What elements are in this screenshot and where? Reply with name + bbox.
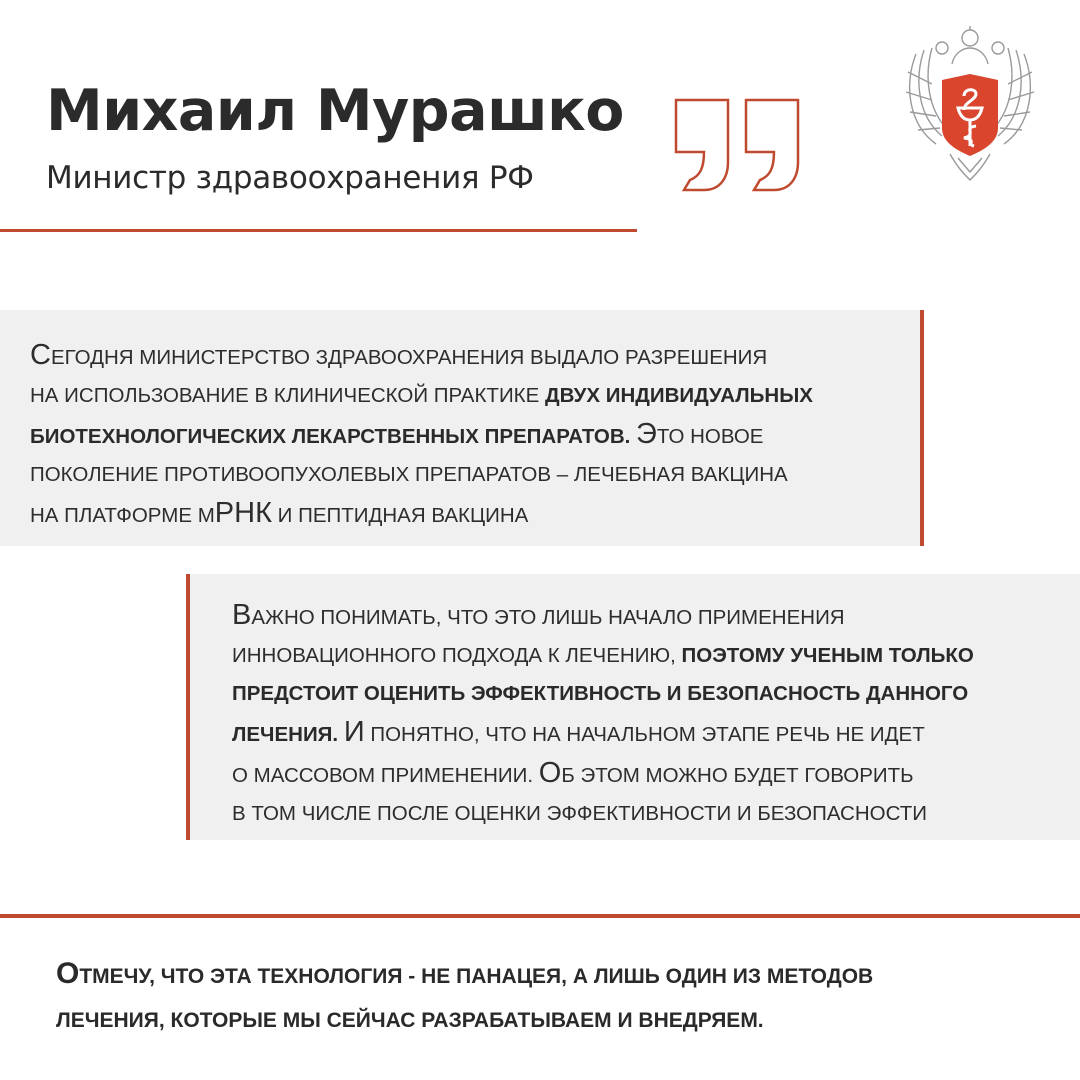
accent-bar [920,310,924,546]
closing-quote-icon [672,96,807,194]
text-line: В ТОМ ЧИСЛЕ ПОСЛЕ ОЦЕНКИ ЭФФЕКТИВНОСТИ И БЕЗОПАСНОСТИ [232,802,927,825]
footer-statement [56,952,873,1043]
quote-block-1 [0,310,920,546]
text-line: ВАЖНО ПОНИМАТЬ, ЧТО ЭТО ЛИШЬ НАЧАЛО ПРИМЕНЕНИЯ [232,599,845,631]
text-line: ЛЕЧЕНИЯ, КОТОРЫЕ МЫ СЕЙЧАС РАЗРАБАТЫВАЕМ И ВНЕДРЯЕМ. [56,1009,764,1032]
text-line: ЛЕЧЕНИЯ. И ПОНЯТНО, ЧТО НА НАЧАЛЬНОМ ЭТАПЕ РЕЧЬ НЕ ИДЕТ [232,716,925,748]
text-line: ПРЕДСТОИТ ОЦЕНИТЬ ЭФФЕКТИВНОСТЬ И БЕЗОПАСНОСТЬ ДАННОГО [232,682,969,705]
text-line: ОТМЕЧУ, ЧТО ЭТА ТЕХНОЛОГИЯ - НЕ ПАНАЦЕЯ, А ЛИШЬ ОДИН ИЗ МЕТОДОВ [56,957,874,990]
quote-block-2 [186,574,1080,840]
speaker-name: Михаил Мурашко [46,78,624,144]
text-line: ИННОВАЦИОННОГО ПОДХОДА К ЛЕЧЕНИЮ, ПОЭТОМУ УЧЕНЫМ ТОЛЬКО [232,644,974,667]
text-line: БИОТЕХНОЛОГИЧЕСКИХ ЛЕКАРСТВЕННЫХ ПРЕПАРАТОВ. ЭТО НОВОЕ [30,418,764,450]
text-line: ПОКОЛЕНИЕ ПРОТИВООПУХОЛЕВЫХ ПРЕПАРАТОВ – ЛЕЧЕБНАЯ ВАКЦИНА [30,463,788,486]
header-divider [0,229,637,232]
quote-1-text [30,336,813,535]
text-line: НА ПЛАТФОРМЕ МРНК И ПЕПТИДНАЯ ВАКЦИНА [30,497,529,529]
ministry-emblem-icon [902,24,1038,186]
quote-2-text [232,596,974,833]
text-line: О МАССОВОМ ПРИМЕНЕНИИ. ОБ ЭТОМ МОЖНО БУДЕТ ГОВОРИТЬ [232,757,914,789]
text-line: НА ИСПОЛЬЗОВАНИЕ В КЛИНИЧЕСКОЙ ПРАКТИКЕ ДВУХ ИНДИВИДУАЛЬНЫХ [30,384,813,407]
footer-divider [0,914,1080,918]
speaker-role: Министр здравоохранения РФ [46,160,534,196]
accent-bar [186,574,190,840]
text-line: СЕГОДНЯ МИНИСТЕРСТВО ЗДРАВООХРАНЕНИЯ ВЫДАЛО РАЗРЕШЕНИЯ [30,339,768,371]
